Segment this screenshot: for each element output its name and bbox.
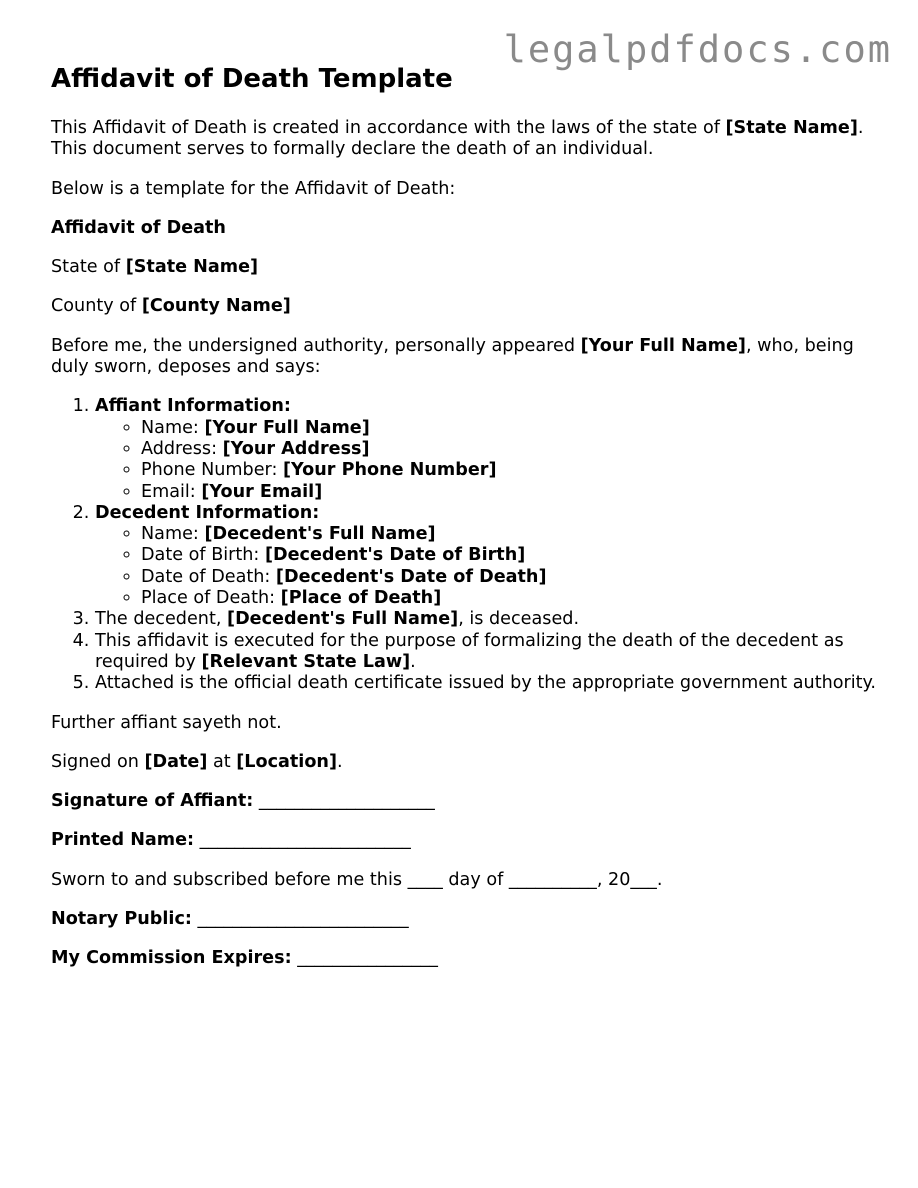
state-line: State of [State Name] [51,257,259,278]
list-item-deceased: 3. The decedent, [Decedent's Full Name], is deceased. [95,609,881,630]
commission-line: My Commission Expires: ________________ [51,948,438,969]
notary-line: Notary Public: ________________________ [51,909,409,930]
intro-paragraph: This Affidavit of Death is created in accordance with the laws of the state of [State Name]. This document serves to formally declare the death of an individual. [51,118,864,160]
further-text: Further affiant sayeth not. [51,712,282,733]
page-title: Affidavit of Death Template [51,64,453,94]
signed-line: Signed on [Date] at [Location]. [51,751,343,772]
list-item-certificate: 5. Attached is the official death certificate issued by the appropriate government authority. [95,673,881,694]
list-item: ◦ Address: [Your Address] [141,439,881,460]
list-item: ◦ Name: [Your Full Name] [141,418,881,439]
list-item: ◦ Name: [Decedent's Full Name] [141,524,881,545]
list-item: ◦ Date of Death: [Decedent's Date of Death] [141,567,881,588]
statement-list [51,396,881,694]
list-item-decedent: 2. Decedent Information: ◦ Name: [Decedent's Full Name] ◦ Date of Birth: [Decedent's Date of Birth] ◦ Date of Death: [Decedent's Date of Death] ◦ Place of Death: [Place of Death] [95,503,881,609]
list-item: ◦ Place of Death: [Place of Death] [141,588,881,609]
below-text: Below is a template for the Affidavit of Death: [51,178,456,199]
affiant-details [95,418,881,503]
printed-name-line: Printed Name: ________________________ [51,830,411,851]
list-item: ◦ Email: [Your Email] [141,482,881,503]
county-line: County of [County Name] [51,296,291,317]
appearance-paragraph: Before me, the undersigned authority, personally appeared [Your Full Name], who, being duly sworn, deposes and says: [51,335,854,378]
list-item: ◦ Phone Number: [Your Phone Number] [141,460,881,481]
document-body [51,62,881,988]
watermark: legalpdfdocs.com [503,28,892,71]
list-item-affiant: 1. Affiant Information: ◦ Name: [Your Full Name] ◦ Address: [Your Address] ◦ Phone Number: [Your Phone Number] ◦ Email: [Your Email] [95,396,881,502]
list-item: ◦ Date of Birth: [Decedent's Date of Birth] [141,545,881,566]
document-heading: Affidavit of Death [51,217,226,238]
sworn-line: Sworn to and subscribed before me this ____ day of __________, 20___. [51,869,663,890]
state-placeholder: [State Name] [725,118,858,138]
decedent-details [95,524,881,609]
signature-line: Signature of Affiant: ____________________ [51,791,435,812]
list-item-purpose: 4. This affidavit is executed for the purpose of formalizing the death of the decedent as required by [Relevant State Law]. [95,631,881,674]
